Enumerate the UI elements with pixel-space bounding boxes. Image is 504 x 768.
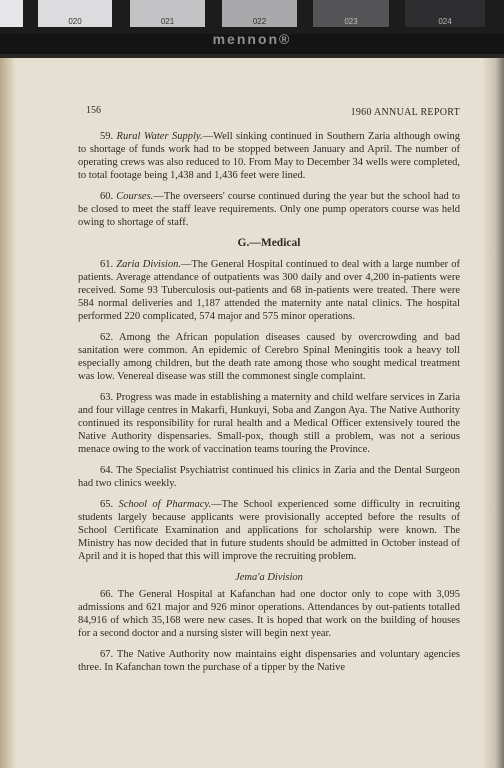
patch-number: 022: [252, 17, 267, 26]
page-right-edge: [482, 58, 504, 768]
paragraph: [78, 331, 460, 383]
gray-patch: [222, 0, 297, 27]
paragraph-text: Progress was made in establishing a maternity and child welfare services in Zaria and four village centres in Makarfi, Hunkuyi, Soba and Zangon Aya. The Native Authority continued its responsibility for rural health and a Medical Officer extensively toured the Native Authority dispensaries. Small-pox, though still a problem, was not a serious menace owing to the work of vaccination teams touring the Province.: [78, 392, 460, 455]
paragraph-text: The Native Authority now maintains eight dispensaries and voluntary agencies three. In Kafanchan town the purchase of a tipper by the Native: [78, 649, 461, 673]
page-number: 156: [86, 105, 101, 116]
paragraph-number: 66.: [100, 589, 114, 600]
gray-patch: [405, 0, 485, 27]
paragraph-text: —The General Hospital continued to deal with a large number of patients. Average attendance of outpatients was 300 daily and over 4,200 in-patients were received. Some 93 Tuberculosis out-patients and 68 in-patients were treated. There were 584 normal deliveries and 1,187 attended the maternity ante natal clinics. The hospital performed 220 complicated, 574 major and 575 minor operations.: [78, 259, 460, 322]
brand-logo: mennon®: [212, 31, 292, 47]
paragraph-lead: School of Pharmacy.: [118, 499, 212, 510]
patch-number: 024: [438, 17, 452, 26]
page-content: [78, 104, 460, 682]
paragraph-number: 67.: [100, 649, 114, 660]
patch-number: 021: [160, 17, 175, 26]
gray-patch: [0, 0, 23, 27]
paragraph-number: 61.: [100, 259, 114, 270]
paragraph-text: Among the African population diseases caused by overcrowding and bad sanitation were common. An epidemic of Cerebro Spinal Meningitis took a heavy toll especially among children, but the death rate among those who sought medical treatment was low. Venereal disease was still the commonest single complaint.: [78, 332, 460, 382]
paragraph-number: 62.: [100, 332, 114, 343]
color-checker-strip: [0, 0, 504, 34]
paragraph-text: —Well sinking continued in Southern Zaria although owing to shortage of funds work had to be stopped between January and April. The number of operating crews was also reduced to 10. From May to December 34 wells were completed, to total footage being 1,438 and 1,436 feet were lined.: [78, 131, 460, 181]
paragraph-number: 60.: [100, 191, 114, 202]
paragraph-group: [78, 130, 460, 229]
paragraph: [78, 130, 460, 182]
paragraph-lead: Rural Water Supply.: [116, 131, 203, 142]
paragraph-lead: Courses.: [116, 191, 154, 202]
gray-patch: [130, 0, 205, 27]
subheading: Jema'a Division: [235, 572, 303, 583]
paragraph-text: —The School experienced some difficulty in recruiting students largely because applicants were provisionally accepted before the results of School Certificate Examination and applications for scholarship were known. The Ministry has now decided that in future students should be admitted in October instead of April and it is hoped that this will improve the recruiting problem.: [78, 499, 460, 562]
patch-number: 020: [68, 17, 82, 26]
gray-patch: [38, 0, 112, 27]
paragraph-lead: Zaria Division.: [116, 259, 181, 270]
paragraph: [78, 648, 460, 674]
paragraph-text: The General Hospital at Kafanchan had one doctor only to cope with 3,095 admissions and 621 major and 926 minor operations. Attendances by out-patients totalled 84,916 of which 35,168 were new cases. It is hoped that work on the building of houses for a second doctor and a nursing sister will begin next year.: [78, 589, 460, 639]
paragraph-number: 65.: [100, 499, 114, 510]
paragraph: [78, 498, 460, 563]
paragraph-text: —The overseers' course continued during the year but the school had to be closed to meet the staff leave requirements. Only one pump operators course was held owing to shortage of staff.: [78, 191, 461, 228]
paragraph: [78, 588, 460, 640]
section-heading: G.—Medical: [237, 237, 301, 249]
paragraph: [78, 464, 460, 490]
paragraph-number: 64.: [100, 465, 114, 476]
page-gutter: [0, 58, 16, 768]
paragraph-number: 63.: [100, 392, 114, 403]
report-title: 1960 ANNUAL REPORT: [350, 107, 460, 118]
patch-number: 023: [344, 17, 358, 26]
paragraph-group: [78, 258, 460, 563]
paragraph: [78, 391, 460, 456]
gray-patch: [313, 0, 389, 27]
paragraph: [78, 258, 460, 323]
paragraph-text: The Specialist Psychiatrist continued his clinics in Zaria and the Dental Surgeon had two clinics weekly.: [78, 465, 460, 489]
paragraph: [78, 190, 460, 229]
paragraph-number: 59.: [100, 131, 114, 142]
running-header: [78, 104, 460, 118]
paragraph-group: [78, 588, 460, 674]
